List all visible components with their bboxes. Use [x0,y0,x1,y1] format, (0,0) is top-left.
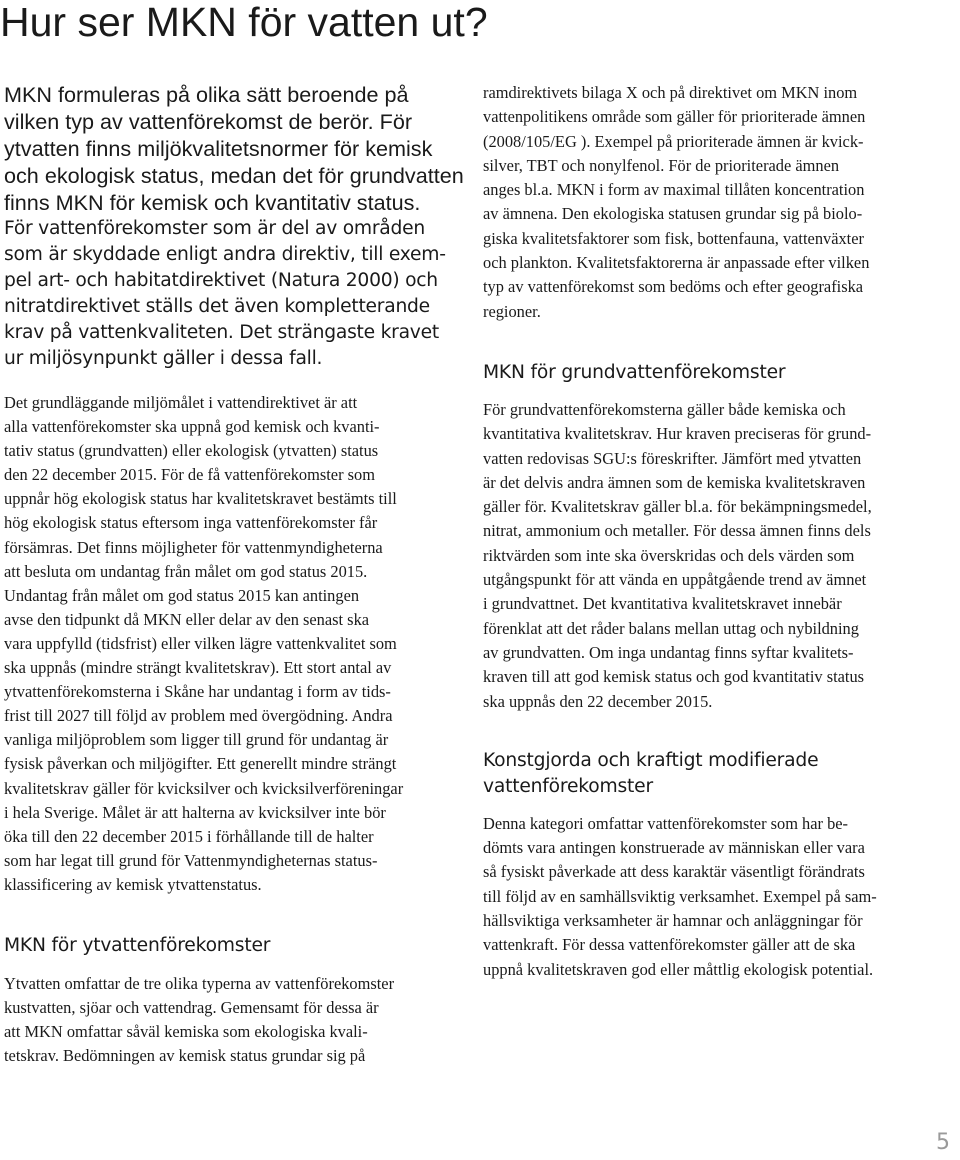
body-line: vanliga miljöproblem som ligger till grund för undantag är [4,730,389,750]
body-line: vattenkraft. För dessa vattenförekomster gäller att de ska [483,935,856,955]
body-line: hög ekologisk status eftersom inga vattenförekomster får [4,513,378,533]
body-line: (2008/105/EG ). Exempel på prioriterade ämnen är kvick- [483,131,864,151]
section-heading-grundvatten: MKN för grundvattenförekomster [483,361,786,383]
intro2-line: ur miljösynpunkt gäller i dessa fall. [4,348,323,369]
body-line: alla vattenförekomster ska uppnå god kemisk och kvanti- [4,417,380,437]
body-line: vattenpolitikens område som gäller för prioriterade ämnen [483,107,866,127]
intro2-line: krav på vattenkvaliteten. Det strängaste kravet [4,322,439,343]
intro-paragraph-2 [4,216,466,372]
body-line: kustvatten, sjöar och vattendrag. Gemensamt för dessa är [4,998,379,1018]
grundvatten-paragraph [483,398,953,714]
body-line: och plankton. Kvalitetsfaktorerna är anpassade efter vilken [483,253,870,273]
body-line: vara uppfylld (tidsfrist) eller vilken lägre vattenkvalitet som [4,633,397,653]
konstgjorda-paragraph [483,812,953,982]
body-line: hällsviktiga verksamheter är hamnar och anläggningar för [483,911,863,931]
body-line: fysisk påverkan och miljögifter. Ett generellt mindre strängt [4,754,397,774]
body-line: i hela Sverige. Målet är att halterna av kvicksilver inte bör [4,802,386,822]
body-line: uppnå kvalitetskraven god eller måttlig ekologisk potential. [483,959,874,979]
right-column [483,81,953,982]
body-line: så fysiskt påverkade att dess karaktär väsentligt förändrats [483,862,865,882]
body-line: att MKN omfattar såväl kemiska som ekologiska kvali- [4,1022,368,1042]
body-line: ska uppnås den 22 december 2015. [483,691,713,711]
section-heading-konstgjorda [483,748,953,800]
page-number: 5 [936,1130,950,1155]
body-line: vatten redovisas SGU:s föreskrifter. Jämfört med ytvatten [483,448,862,468]
left-column [4,81,466,1068]
body-line: riktvärden som inte ska överskridas och dels värden som [483,545,855,565]
intro-line: vilken typ av vattenförekomst de berör. För [4,109,413,134]
body-line: förenklat att det råder balans mellan uttag och nybildning [483,618,859,638]
heading-line: Konstgjorda och kraftigt modifierade [483,749,819,771]
intro2-line: som är skyddade enligt andra direktiv, till exem- [4,244,446,265]
page-title: Hur ser MKN för vatten ut? [0,0,488,45]
body-line: av grundvatten. Om inga undantag finns syftar kvalitets- [483,642,854,662]
body-line: till följd av en samhällsviktig verksamhet. Exempel på sam- [483,886,877,906]
body-line: som har legat till grund för Vattenmyndigheternas status- [4,850,378,870]
body-line: kvalitetskrav gäller för kvicksilver och kvicksilverföreningar [4,778,404,798]
body-line: anges bl.a. MKN i form av maximal tillåten koncentration [483,180,865,200]
body-line: kraven till att god kemisk status och god kvantitativ status [483,667,865,687]
body-line: uppnår hög ekologisk status har kvalitetskravet bestämts till [4,489,397,509]
body-line: att besluta om undantag från målet om god status 2015. [4,561,368,581]
body-line: öka till den 22 december 2015 i förhållande till de halter [4,826,374,846]
body-line: kvantitativa kvalitetskrav. Hur kraven preciseras för grund- [483,424,872,444]
body-line: försämras. Det finns möjligheter för vattenmyndigheterna [4,537,383,557]
body-line: Det grundläggande miljömålet i vattendirektivet är att [4,393,358,412]
body-line: i grundvattnet. Det kvantitativa kvalitetskravet innebär [483,594,842,614]
intro2-line: För vattenförekomster som är del av områden [4,218,425,239]
intro-paragraph [4,81,466,216]
body-line: ramdirektivets bilaga X och på direktivet om MKN inom [483,83,858,102]
body-line: frist till 2027 till följd av problem med övergödning. Andra [4,706,393,726]
body-line: Ytvatten omfattar de tre olika typerna av vattenförekomster [4,973,395,993]
intro-line: MKN formuleras på olika sätt beroende på [4,82,409,107]
body-paragraph [4,391,466,897]
body-line: är det delvis andra ämnen som de kemiska kvalitetskraven [483,472,866,492]
section-heading-ytvatten: MKN för ytvattenförekomster [4,934,271,956]
body-line: ytvattenförekomsterna i Skåne har undantag i form av tids- [4,682,391,702]
body-line: nitrat, ammonium och metaller. För dessa ämnen finns dels [483,521,871,541]
continued-paragraph [483,81,953,324]
body-line: ska uppnås (mindre strängt kvalitetskrav). Ett stort antal av [4,658,392,678]
body-line: dömts vara antingen konstruerade av människan eller vara [483,838,865,858]
body-line: För grundvattenförekomsterna gäller både kemiska och [483,399,846,419]
body-line: Undantag från målet om god status 2015 kan antingen [4,585,360,605]
intro-line: ytvatten finns miljökvalitetsnormer för kemisk [4,136,433,161]
intro2-line: pel art- och habitatdirektivet (Natura 2000) och [4,270,438,291]
body-line: avse den tidpunkt då MKN eller delar av den senast ska [4,609,370,629]
intro-line: finns MKN för kemisk och kvantitativ status. [4,190,421,215]
body-line: den 22 december 2015. För de få vattenförekomster som [4,465,375,485]
body-line: av ämnena. Den ekologiska statusen grundar sig på biolo- [483,204,863,224]
body-line: regioner. [483,301,541,321]
body-line: tativ status (grundvatten) eller ekologisk (ytvatten) status [4,441,379,461]
body-line: giska kvalitetsfaktorer som fisk, bottenfauna, vattenväxter [483,228,864,248]
body-line: gäller för. Kvalitetskrav gäller bl.a. för bekämpningsmedel, [483,497,872,517]
body-line: typ av vattenförekomst som bedöms och efter geografiska [483,277,864,297]
body-line: Denna kategori omfattar vattenförekomster som har be- [483,813,849,833]
body-line: tetskrav. Bedömningen av kemisk status grundar sig på [4,1046,366,1066]
body-line: utgångspunkt för att vända en uppåtgående trend av ämnet [483,570,867,590]
body-line: klassificering av kemisk ytvattenstatus. [4,874,262,894]
body-line: silver, TBT och nonylfenol. För de prioriterade ämnen [483,155,840,175]
intro2-line: nitratdirektivet ställs det även kompletterande [4,296,430,317]
intro-line: och ekologisk status, medan det för grundvatten [4,163,464,188]
ytvatten-paragraph [4,972,466,1068]
heading-line: vattenförekomster [483,775,653,797]
